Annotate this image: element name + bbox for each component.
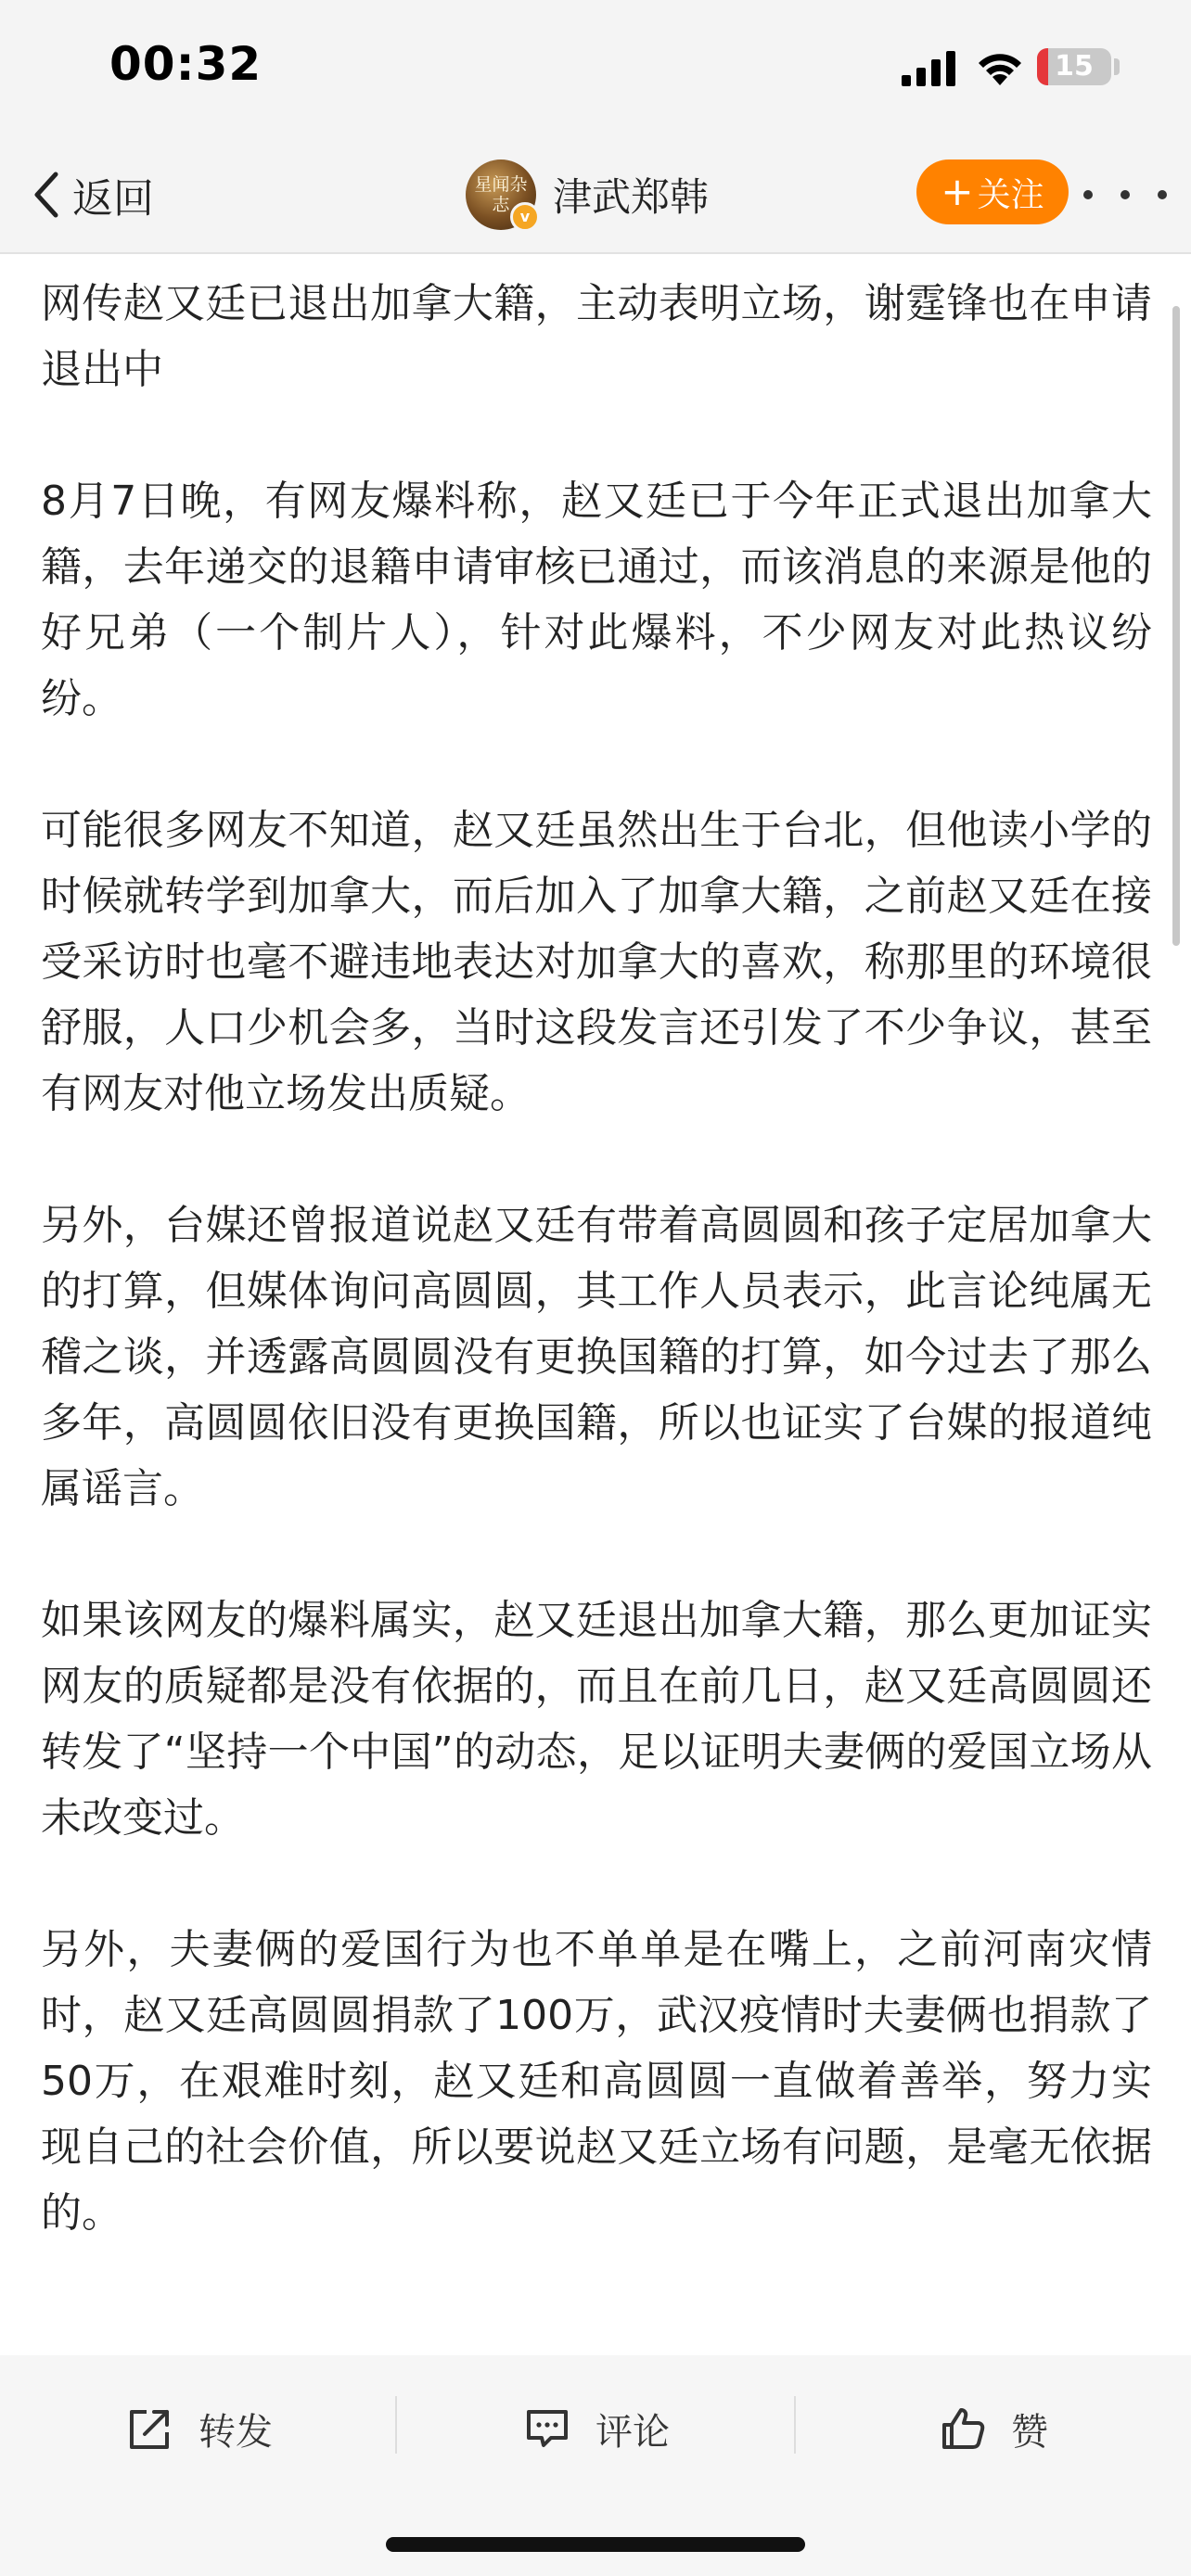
like-label: 赞: [1011, 2410, 1048, 2454]
status-bar: [0, 0, 1191, 139]
avatar-logo-text: 星闻杂志: [474, 174, 528, 215]
comment-icon: [523, 2404, 571, 2453]
signal-icon: [902, 51, 957, 86]
repost-label: 转发: [198, 2410, 273, 2454]
more-options-button[interactable]: [1083, 167, 1167, 223]
battery-icon: [1037, 48, 1111, 85]
more-dot-icon: [1158, 190, 1167, 199]
article-paragraph: 如果该网友的爆料属实，赵又廷退出加拿大籍，那么更加证实网友的质疑都是没有依据的，而且在前几日，赵又廷高圆圆还转发了“坚持一个中国”的动态，足以证明夫妻俩的爱国立场从未改变过。: [41, 1597, 1152, 1842]
more-dot-icon: [1121, 190, 1130, 199]
plus-icon: +: [941, 169, 974, 214]
like-button[interactable]: [939, 2396, 1048, 2461]
article-paragraph: 另外，夫妻俩的爱国行为也不单单是在嘴上，之前河南灾情时，赵又廷高圆圆捐款了100万，武汉疫情时夫妻俩也捐款了50万，在艰难时刻，赵又廷和高圆圆一直做着善举，努力实现自己的社会价值，所以要说赵又廷立场有问题，是毫无依据的。: [41, 1926, 1152, 2237]
article-body: [41, 271, 1152, 2312]
article-paragraph: 另外，台媒还曾报道说赵又廷有带着高圆圆和孩子定居加拿大的打算，但媒体询问高圆圆，其工作人员表示，此言论纯属无稽之谈，并透露高圆圆没有更换国籍的打算，如今过去了那么多年，高圆圆依旧没有更换国籍，所以也证实了台媒的报道纯属谣言。: [41, 1202, 1152, 1512]
author-name[interactable]: 津武郑韩: [553, 174, 710, 220]
article-paragraph: 8月7日晚，有网友爆料称，赵又廷已于今年正式退出加拿大籍，去年递交的退籍申请审核已通过，而该消息的来源是他的好兄弟（一个制片人），针对此爆料，不少网友对此热议纷纷。: [41, 478, 1152, 722]
repost-button[interactable]: [126, 2396, 273, 2461]
battery-tip: [1114, 58, 1120, 75]
avatar[interactable]: [466, 159, 536, 230]
scrollbar[interactable]: [1172, 306, 1180, 946]
wifi-icon: [974, 46, 1026, 87]
chevron-left-icon: [28, 167, 65, 223]
comment-label: 评论: [596, 2410, 670, 2454]
nav-bar: [0, 139, 1191, 254]
divider: [395, 2396, 397, 2454]
author-info[interactable]: [466, 158, 709, 232]
follow-button[interactable]: [916, 159, 1069, 224]
home-indicator[interactable]: [386, 2537, 805, 2552]
follow-label: 关注: [977, 175, 1044, 214]
verified-badge-icon: v: [510, 202, 540, 232]
back-label: 返回: [72, 175, 154, 223]
thumbs-up-icon: [939, 2404, 987, 2453]
share-icon: [126, 2404, 174, 2453]
article-paragraph: 可能很多网友不知道，赵又廷虽然出生于台北，但他读小学的时候就转学到加拿大，而后加入了加拿大籍，之前赵又廷在接受采访时也毫不避违地表达对加拿大的喜欢，称那里的环境很舒服，人口少机会多，当时这段发言还引发了不少争议，甚至有网友对他立场发出质疑。: [41, 807, 1152, 1117]
back-button[interactable]: [28, 159, 154, 230]
battery-level: 15: [1055, 50, 1094, 83]
more-dot-icon: [1083, 190, 1093, 199]
article-title: 网传赵又廷已退出加拿大籍，主动表明立场，谢霆锋也在申请退出中: [41, 280, 1152, 393]
status-time: 00:32: [109, 37, 263, 91]
comment-button[interactable]: [523, 2396, 670, 2461]
divider: [794, 2396, 796, 2454]
